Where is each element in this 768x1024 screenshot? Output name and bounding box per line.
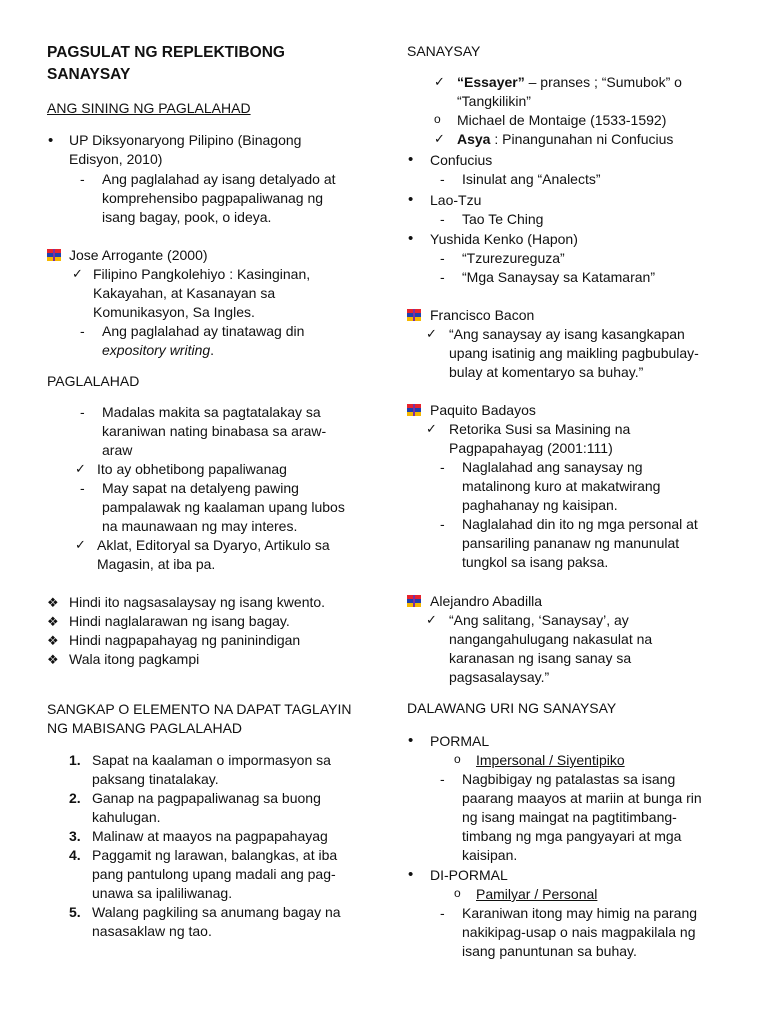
badayos-book-line-1: Retorika Susi sa Masining na	[449, 421, 631, 437]
badayos-name: Paquito Badayos	[430, 402, 536, 418]
up-title-line-2: Edisyon, 2010)	[69, 151, 163, 167]
paglalahad-p4-line-2: Magasin, at iba pa.	[97, 556, 216, 572]
badayos-d2-line-2: pansariling pananaw ng manunulat	[462, 535, 680, 551]
sangkap-heading-line-1: SANGKAP O ELEMENTO NA DAPAT TAGLAYIN	[47, 701, 352, 717]
pormal-type: Impersonal / Siyentipiko	[476, 752, 625, 768]
sangkap-item-4-line-2: pang pantulong upang madali ang pag-	[92, 866, 336, 882]
essayer-line-2: “Tangkilikin”	[457, 93, 531, 109]
bacon-name: Francisco Bacon	[430, 307, 535, 323]
badayos-d2-line-1: Naglalahad din ito ng mga personal at	[462, 516, 698, 532]
dash-icon: -	[80, 480, 85, 496]
dash-icon: -	[440, 171, 445, 187]
abadilla-quote-line-3: karanasan ng isang sanay sa	[449, 650, 632, 666]
document-title-line-1: PAGSULAT NG REPLEKTIBONG	[47, 44, 285, 61]
paglalahad-heading: PAGLALAHAD	[47, 373, 140, 389]
asya-term: Asya	[457, 131, 491, 147]
checkmark-icon: ✓	[75, 461, 86, 476]
pormal-desc-line-3: ng isang maingat na pagtitimbang-	[462, 809, 677, 825]
essayer-term: “Essayer”	[457, 74, 525, 90]
dash-icon: -	[440, 250, 445, 266]
sangkap-item-5-line-1: Walang pagkiling sa anumang bagay na	[92, 904, 341, 920]
kenko-work-1: “Tzurezureguza”	[462, 250, 565, 266]
jose-arrogante-name: Jose Arrogante (2000)	[69, 247, 208, 263]
sangkap-item-4-line-1: Paggamit ng larawan, balangkas, at iba	[92, 847, 338, 863]
sangkap-item-1-line-1: Sapat na kaalaman o impormasyon sa	[92, 752, 331, 768]
circle-bullet-icon: o	[454, 886, 461, 900]
paglalahad-p1-line-1: Madalas makita sa pagtatalakay sa	[102, 404, 321, 420]
circle-bullet-icon: o	[434, 112, 441, 126]
laotzu-name: Lao-Tzu	[430, 192, 482, 208]
up-definition-line-2: komprehensibo pagpapaliwanag ng	[102, 190, 324, 206]
asya-line	[457, 130, 673, 149]
confucius-name: Confucius	[430, 152, 493, 168]
montaige-line: Michael de Montaige (1533-1592)	[457, 112, 667, 128]
sangkap-item-1-line-2: paksang tinatalakay.	[92, 771, 219, 787]
pormal-desc-line-2: paarang maayos at mariin at bunga rin	[462, 790, 702, 806]
diamond-bullet-icon: ❖	[47, 633, 59, 648]
asya-definition: : Pinangunahan ni Confucius	[490, 131, 674, 147]
section-heading-sining: ANG SINING NG PAGLALAHAD	[47, 100, 251, 116]
pormal-label: PORMAL	[430, 733, 490, 749]
paglalahad-p2: Ito ay obhetibong papaliwanag	[97, 461, 287, 477]
checkmark-icon: ✓	[434, 74, 445, 89]
paglalahad-p1-line-3: araw	[102, 442, 133, 458]
diamond-bullet-icon: ❖	[47, 595, 59, 610]
flag-bullet-icon	[47, 249, 61, 261]
confucius-work: Isinulat ang “Analects”	[462, 171, 601, 187]
sangkap-item-5-line-2: nasasaklaw ng tao.	[92, 923, 212, 939]
sangkap-item-2-line-1: Ganap na pagpapaliwanag sa buong	[92, 790, 321, 806]
jose-book-line-1: Filipino Pangkolehiyo : Kasinginan,	[93, 266, 311, 282]
checkmark-icon: ✓	[72, 266, 83, 281]
checkmark-icon: ✓	[426, 421, 437, 436]
diamond-item-4: Wala itong pagkampi	[69, 651, 200, 667]
up-definition-line-3: isang bagay, pook, o ideya.	[102, 209, 272, 225]
list-number: 5.	[69, 904, 81, 920]
badayos-d1-line-3: paghahanay ng kaisipan.	[462, 497, 618, 513]
paglalahad-p1-line-2: karaniwan nating binabasa sa araw-	[102, 423, 327, 439]
flag-bullet-icon	[407, 404, 421, 416]
pormal-desc-line-1: Nagbibigay ng patalastas sa isang	[462, 771, 676, 787]
sangkap-item-2-line-2: kahulugan.	[92, 809, 161, 825]
dash-icon: -	[440, 516, 445, 532]
sangkap-heading-line-2: NG MABISANG PAGLALAHAD	[47, 720, 243, 736]
checkmark-icon: ✓	[434, 131, 445, 146]
diamond-item-2: Hindi naglalarawan ng isang bagay.	[69, 613, 290, 629]
badayos-d2-line-3: tungkol sa isang paksa.	[462, 554, 609, 570]
diamond-item-1: Hindi ito nagsasalaysay ng isang kwento.	[69, 594, 326, 610]
abadilla-quote-line-4: pagsasalaysay.”	[449, 669, 550, 685]
circle-bullet-icon: o	[454, 752, 461, 766]
checkmark-icon: ✓	[426, 326, 437, 341]
abadilla-quote-line-2: nangangahulugang nakasulat na	[449, 631, 653, 647]
up-definition-line-1: Ang paglalahad ay isang detalyado at	[102, 171, 336, 187]
dipormal-desc-line-2: nakikipag-usap o nais magpakilala ng	[462, 924, 696, 940]
paglalahad-p3-line-1: May sapat na detalyeng pawing	[102, 480, 299, 496]
paglalahad-p3-line-2: pampalawak ng kaalaman upang lubos	[102, 499, 345, 515]
bullet-icon: •	[408, 866, 414, 883]
dipormal-label: DI-PORMAL	[430, 867, 508, 883]
list-number: 4.	[69, 847, 81, 863]
expository-writing-term: expository writing	[102, 342, 211, 358]
bullet-icon: •	[408, 230, 414, 247]
essayer-definition: – pranses ; “Sumubok” o	[524, 74, 682, 90]
sangkap-item-4-line-3: unawa sa ipaliliwanag.	[92, 885, 233, 901]
dash-icon: -	[440, 269, 445, 285]
list-number: 3.	[69, 828, 81, 844]
jose-note-line-2	[102, 341, 214, 360]
period: .	[210, 342, 215, 358]
pormal-desc-line-4: timbang ng mga pangyayari at mga	[462, 828, 682, 844]
bacon-quote-line-2: upang isatinig ang maikling pagbubulay-	[449, 345, 699, 361]
dipormal-type: Pamilyar / Personal	[476, 886, 598, 902]
badayos-d1-line-2: matalinong kuro at makatwirang	[462, 478, 661, 494]
bacon-quote-line-3: bulay at komentaryo sa buhay.”	[449, 364, 644, 380]
dash-icon: -	[440, 211, 445, 227]
abadilla-name: Alejandro Abadilla	[430, 593, 543, 609]
flag-bullet-icon	[407, 309, 421, 321]
document-title-line-2: SANAYSAY	[47, 66, 131, 83]
pormal-desc-line-5: kaisipan.	[462, 847, 518, 863]
kenko-name: Yushida Kenko (Hapon)	[430, 231, 578, 247]
bullet-icon: •	[48, 132, 54, 149]
list-number: 2.	[69, 790, 81, 806]
essayer-line-1	[457, 73, 682, 92]
bullet-icon: •	[408, 151, 414, 168]
jose-book-line-2: Kakayahan, at Kasanayan sa	[93, 285, 276, 301]
dalawang-uri-heading: DALAWANG URI NG SANAYSAY	[407, 700, 617, 716]
bullet-icon: •	[408, 191, 414, 208]
flag-bullet-icon	[407, 595, 421, 607]
dash-icon: -	[440, 771, 445, 787]
dash-icon: -	[80, 404, 85, 420]
laotzu-work: Tao Te Ching	[462, 211, 544, 227]
bullet-icon: •	[408, 732, 414, 749]
paglalahad-p4-line-1: Aklat, Editoryal sa Dyaryo, Artikulo sa	[97, 537, 330, 553]
sanaysay-heading: SANAYSAY	[407, 43, 481, 59]
badayos-book-line-2: Pagpapahayag (2001:111)	[449, 440, 613, 456]
list-number: 1.	[69, 752, 81, 768]
abadilla-quote-line-1: “Ang salitang, ‘Sanaysay’, ay	[449, 612, 629, 628]
diamond-bullet-icon: ❖	[47, 614, 59, 629]
jose-book-line-3: Komunikasyon, Sa Ingles.	[93, 304, 255, 320]
jose-note-line-1: Ang paglalahad ay tinatawag din	[102, 323, 305, 339]
diamond-item-3: Hindi nagpapahayag ng paninindigan	[69, 632, 301, 648]
dipormal-desc-line-1: Karaniwan itong may himig na parang	[462, 905, 698, 921]
up-title-line-1: UP Diksyonaryong Pilipino (Binagong	[69, 132, 302, 148]
badayos-d1-line-1: Naglalahad ang sanaysay ng	[462, 459, 643, 475]
dipormal-desc-line-3: isang panuntunan sa buhay.	[462, 943, 637, 959]
checkmark-icon: ✓	[426, 612, 437, 627]
kenko-work-2: “Mga Sanaysay sa Katamaran”	[462, 269, 655, 285]
diamond-bullet-icon: ❖	[47, 652, 59, 667]
dash-icon: -	[440, 459, 445, 475]
bacon-quote-line-1: “Ang sanaysay ay isang kasangkapan	[449, 326, 685, 342]
dash-icon: -	[80, 171, 85, 187]
sangkap-item-3-line-1: Malinaw at maayos na pagpapahayag	[92, 828, 328, 844]
checkmark-icon: ✓	[75, 537, 86, 552]
paglalahad-p3-line-3: na maunawaan ng may interes.	[102, 518, 298, 534]
dash-icon: -	[440, 905, 445, 921]
dash-icon: -	[80, 323, 85, 339]
